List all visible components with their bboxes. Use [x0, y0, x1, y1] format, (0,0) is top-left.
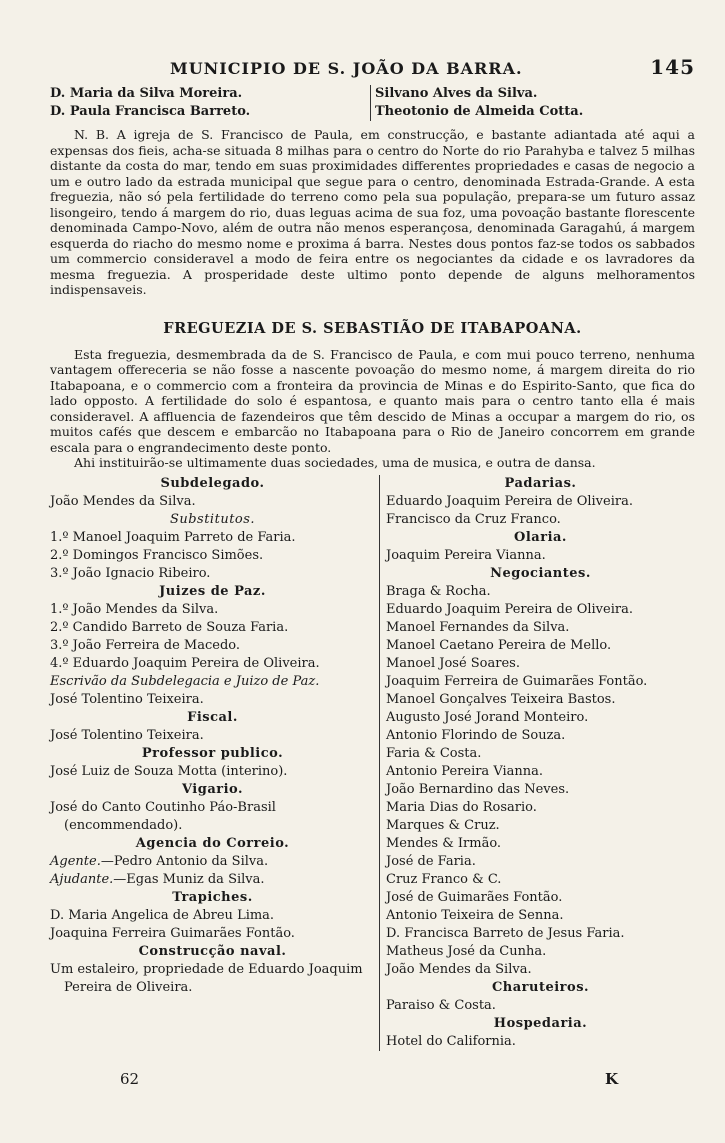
page-header — [50, 55, 695, 79]
list-item: 4.º Eduardo Joaquim Pereira de Oliveira. — [50, 655, 320, 671]
list-item: Manoel José Soares. — [386, 655, 520, 671]
subdelegado-heading: Subdelegado. — [160, 475, 265, 491]
negociantes-heading: Negociantes. — [490, 565, 591, 581]
list-item — [50, 871, 375, 889]
list-item: Antonio Pereira Vianna. — [386, 763, 544, 779]
list-item: Marques & Cruz. — [386, 817, 500, 833]
escrivao-heading: Escrivão da Subdelegacia e Juizo de Paz. — [50, 673, 320, 689]
list-item: Mendes & Irmão. — [386, 835, 502, 851]
list-item: Hotel do California. — [386, 1033, 516, 1049]
page-title: MUNICIPIO DE S. JOÃO DA BARRA. — [170, 59, 523, 78]
list-item: José de Faria. — [386, 853, 476, 869]
list-item: José de Guimarães Fontão. — [386, 889, 563, 905]
list-item: Antonio Teixeira de Senna. — [386, 907, 564, 923]
list-item: Joaquim Pereira Vianna. — [386, 547, 546, 563]
list-item: Augusto José Jorand Monteiro. — [386, 709, 589, 725]
list-item: 2.º Domingos Francisco Simões. — [50, 547, 264, 563]
list-item: D. Paula Francisca Barreto. — [50, 104, 251, 119]
ajudante-name: —Egas Muniz da Silva. — [113, 871, 265, 887]
list-item: Joaquina Ferreira Guimarães Fontão. — [50, 925, 295, 941]
list-item: Paraiso & Costa. — [386, 997, 496, 1013]
signature-number: 62 — [120, 1070, 140, 1088]
list-item: Eduardo Joaquim Pereira de Oliveira. — [386, 601, 633, 617]
list-item: 3.º João Ferreira de Macedo. — [50, 637, 241, 653]
right-column — [380, 475, 695, 1051]
list-item: Maria Dias do Rosario. — [386, 799, 537, 815]
left-column — [50, 475, 380, 1051]
top-names-right — [370, 85, 695, 121]
list-item: José Tolentino Teixeira. — [50, 691, 204, 707]
top-names — [50, 85, 695, 121]
list-item: 1.º Manoel Joaquim Parreto de Faria. — [50, 529, 296, 545]
hospedaria-heading: Hospedaria. — [493, 1015, 588, 1031]
list-item: João Mendes da Silva. — [50, 493, 196, 509]
list-item: 3.º João Ignacio Ribeiro. — [50, 565, 211, 581]
list-item: Antonio Florindo de Souza. — [386, 727, 566, 743]
olaria-heading: Olaria. — [514, 529, 567, 545]
list-item: Matheus José da Cunha. — [386, 943, 547, 959]
substitutos-heading: Substitutos. — [169, 511, 256, 527]
agente-name: —Pedro Antonio da Silva. — [100, 853, 269, 869]
list-item: D. Maria Angelica de Abreu Lima. — [50, 907, 275, 923]
list-item: Braga & Rocha. — [386, 583, 491, 599]
list-item: José Luiz de Souza Motta (interino). — [50, 763, 288, 779]
intro-paragraph: Esta freguezia, desmembrada da de S. Francisco de Paula, e com mui pouco terreno, nenhuma vantagem offereceria se não fosse a nascente povoação do mesmo nome, á margem direita do rio Itabapoana, e o commercio com a fronteira da provincia de Minas e do Espirito-Santo, que fica do lado opposto. A fertilidade do solo é espantosa, e quanto mais para o centro tanto ella é mais consideravel. A affluencia de fazendeiros que têm descido de Minas a occupar a margem do rio, os muitos cafés que descem e embarcão no Itabapoana para o Rio de Janeiro concorrem em grande escala para o engrandecimento deste ponto. — [50, 346, 695, 455]
fiscal-heading: Fiscal. — [187, 709, 238, 725]
list-item: Eduardo Joaquim Pereira de Oliveira. — [386, 493, 633, 509]
list-item: 2.º Candido Barreto de Souza Faria. — [50, 619, 289, 635]
list-item — [50, 853, 375, 871]
signature-letter: K — [605, 1070, 619, 1088]
list-item: José Tolentino Teixeira. — [50, 727, 204, 743]
professor-heading: Professor publico. — [141, 745, 284, 761]
section-title: FREGUEZIA DE S. SEBASTIÃO DE ITABAPOANA. — [163, 319, 582, 337]
list-item: Joaquim Ferreira de Guimarães Fontão. — [386, 673, 648, 689]
nb-paragraph: N. B. A igreja de S. Francisco de Paula, em construcção, e bastante adiantada até aqui a expensas dos fieis, acha-se situada 8 milhas para o centro do Norte do rio Parahyba e talvez 5 milhas distante da costa do mar, tendo em suas proximidades differentes propriedades e casas de negocio a um e outro lado da estrada municipal que segue para o centro, denominada Estrada-Grande. A esta freguezia, não só pela fertilidade do terreno como pela sua população, prepara-se um futuro assaz lisongeiro, tendo á margem do rio, duas leguas acima de sua foz, uma povoação bastante florescente denominada Campo-Novo, além de outra não menos esperançosa, denominada Garagahú, á margem esquerda do riacho do mesmo nome e proxima á barra. Nestes dous pontos faz-se todos os sabbados um commercio consideravel a modo de feira entre os negociantes da cidade e os lavradores da mesma freguezia. A prosperidade deste ultimo ponto depende de alguns melhoramentos indispensaveis. — [50, 127, 695, 297]
top-names-left — [50, 85, 370, 121]
correio-heading: Agencia do Correio. — [135, 835, 290, 851]
vigario-heading: Vigario. — [181, 781, 244, 797]
list-item: 1.º João Mendes da Silva. — [50, 601, 219, 617]
list-item: Theotonio de Almeida Cotta. — [375, 104, 584, 119]
page-number: 145 — [650, 55, 695, 79]
list-item: Cruz Franco & C. — [386, 871, 502, 887]
societies-line: Ahi instituirão-se ultimamente duas sociedades, uma de musica, e outra de dansa. — [74, 455, 596, 470]
list-item: Francisco da Cruz Franco. — [386, 511, 561, 527]
padarias-heading: Padarias. — [504, 475, 577, 491]
trapiches-heading: Trapiches. — [172, 889, 253, 905]
list-item: Um estaleiro, propriedade de Eduardo Joaquim Pereira de Oliveira. — [50, 961, 363, 995]
list-item: Manoel Gonçalves Teixeira Bastos. — [386, 691, 616, 707]
list-item: Silvano Alves da Silva. — [375, 86, 538, 101]
list-item: Faria & Costa. — [386, 745, 482, 761]
list-item: Manoel Caetano Pereira de Mello. — [386, 637, 612, 653]
list-item: D. Francisca Barreto de Jesus Faria. — [386, 925, 625, 941]
directory-columns — [50, 475, 695, 1051]
agente-label: Agente. — [50, 853, 101, 869]
juizes-heading: Juizes de Paz. — [159, 583, 266, 599]
list-item: João Mendes da Silva. — [386, 961, 532, 977]
construcao-heading: Construcção naval. — [138, 943, 287, 959]
charuteiros-heading: Charuteiros. — [491, 979, 590, 995]
list-item: D. Maria da Silva Moreira. — [50, 86, 243, 101]
ajudante-label: Ajudante. — [50, 871, 114, 887]
list-item: José do Canto Coutinho Páo-Brasil (encommendado). — [50, 799, 276, 833]
list-item: João Bernardino das Neves. — [386, 781, 570, 797]
list-item: Manoel Fernandes da Silva. — [386, 619, 570, 635]
